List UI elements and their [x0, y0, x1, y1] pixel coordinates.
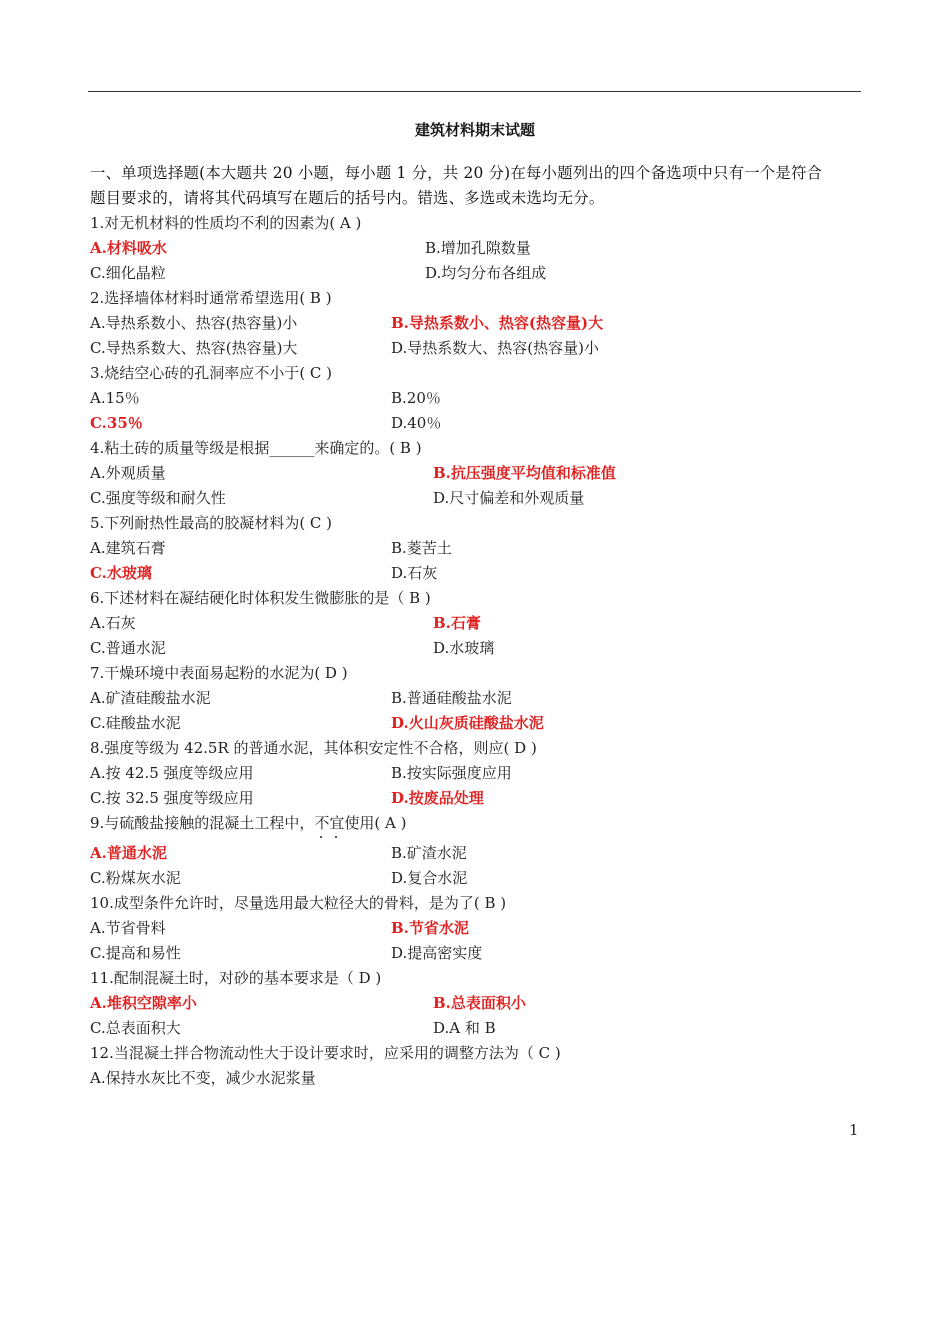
q7-option-a: A.矿渣硅酸盐水泥	[90, 689, 211, 707]
question-4-stem: 4.粘土砖的质量等级是根据______来确定的。( B )	[90, 439, 422, 457]
q5-option-c: C.水玻璃	[90, 564, 152, 582]
q2-option-d: D.导热系数大、热容(热容量)小	[391, 339, 599, 357]
q9-stem-prefix: 9.与硫酸盐接触的混凝土工程中，	[90, 814, 315, 832]
question-1-stem: 1.对无机材料的性质均不利的因素为( A )	[90, 214, 362, 232]
q4-option-a: A.外观质量	[90, 464, 166, 482]
q11-option-c: C.总表面积大	[90, 1019, 181, 1037]
q1-option-b: B.增加孔隙数量	[425, 239, 531, 257]
q12-option-a: A.保持水灰比不变，减少水泥浆量	[90, 1069, 316, 1087]
q8-option-a: A.按 42.5 强度等级应用	[90, 764, 254, 782]
q4-option-c: C.强度等级和耐久性	[90, 489, 226, 507]
q4-option-d: D.尺寸偏差和外观质量	[433, 489, 585, 507]
page-number: 1	[849, 1121, 859, 1139]
q1-option-a: A.材料吸水	[90, 239, 167, 257]
q3-option-c: C.35％	[90, 414, 143, 432]
emphasis-dot	[335, 836, 337, 838]
q1-option-c: C.细化晶粒	[90, 264, 166, 282]
q9-option-b: B.矿渣水泥	[391, 844, 467, 862]
q6-option-d: D.水玻璃	[433, 639, 495, 657]
q11-option-d: D.A 和 B	[433, 1019, 496, 1037]
q9-emphasis-text: 不宜	[314, 814, 345, 832]
q3-option-a: A.15％	[90, 389, 140, 407]
instructions-line-1: 一、单项选择题(本大题共 20 小题，每小题 1 分，共 20 分)在每小题列出的四个备选项中只有一个是符合	[90, 164, 823, 182]
q7-option-d: D.火山灰质硅酸盐水泥	[391, 714, 544, 732]
q10-option-d: D.提高密实度	[391, 944, 483, 962]
q7-option-c: C.硅酸盐水泥	[90, 714, 181, 732]
q2-option-c: C.导热系数大、热容(热容量)大	[90, 339, 298, 357]
question-12-stem: 12.当混凝土拌合物流动性大于设计要求时，应采用的调整方法为（ C )	[90, 1044, 561, 1062]
q11-option-b: B.总表面积小	[433, 994, 526, 1012]
question-10-stem: 10.成型条件允许时，尽量选用最大粒径大的骨料，是为了( B )	[90, 894, 507, 912]
q9-stem-suffix: 使用( A )	[344, 814, 407, 832]
q11-option-a: A.堆积空隙率小	[90, 994, 197, 1012]
q10-option-b: B.节省水泥	[391, 919, 469, 937]
q5-option-d: D.石灰	[391, 564, 438, 582]
q10-option-a: A.节省骨料	[90, 919, 166, 937]
q5-option-a: A.建筑石膏	[90, 539, 166, 557]
q2-option-a: A.导热系数小、热容(热容量)小	[90, 314, 298, 332]
question-7-stem: 7.干燥环境中表面易起粉的水泥为( D )	[90, 664, 348, 682]
q3-option-d: D.40％	[391, 414, 442, 432]
q9-option-d: D.复合水泥	[391, 869, 468, 887]
q7-option-b: B.普通硅酸盐水泥	[391, 689, 512, 707]
question-2-stem: 2.选择墙体材料时通常希望选用( B )	[90, 289, 332, 307]
q1-option-d: D.均匀分布各组成	[425, 264, 547, 282]
question-5-stem: 5.下列耐热性最高的胶凝材料为( C )	[90, 514, 333, 532]
q4-option-b: B.抗压强度平均值和标准值	[433, 464, 616, 482]
question-6-stem: 6.下述材料在凝结硬化时体积发生微膨胀的是（ B )	[90, 589, 431, 607]
q8-option-b: B.按实际强度应用	[391, 764, 512, 782]
q6-option-b: B.石膏	[433, 614, 481, 632]
q3-option-b: B.20％	[391, 389, 441, 407]
q6-option-a: A.石灰	[90, 614, 136, 632]
question-11-stem: 11.配制混凝土时，对砂的基本要求是（ D )	[90, 969, 382, 987]
header-rule	[88, 91, 861, 92]
question-3-stem: 3.烧结空心砖的孔洞率应不小于( C )	[90, 364, 333, 382]
page-title: 建筑材料期末试题	[414, 121, 535, 139]
q10-option-c: C.提高和易性	[90, 944, 181, 962]
q9-option-c: C.粉煤灰水泥	[90, 869, 181, 887]
q9-emphasis	[314, 814, 344, 832]
question-9-stem	[90, 813, 406, 833]
instructions-line-2: 题目要求的，请将其代码填写在题后的括号内。错选、多选或未选均无分。	[90, 189, 605, 207]
q2-option-b: B.导热系数小、热容(热容量)大	[391, 314, 604, 332]
q8-option-c: C.按 32.5 强度等级应用	[90, 789, 254, 807]
q9-option-a: A.普通水泥	[90, 844, 167, 862]
emphasis-dot	[320, 836, 322, 838]
q8-option-d: D.按废品处理	[391, 789, 484, 807]
q6-option-c: C.普通水泥	[90, 639, 166, 657]
q5-option-b: B.菱苦土	[391, 539, 452, 557]
question-8-stem: 8.强度等级为 42.5R 的普通水泥，其体积安定性不合格，则应( D )	[90, 739, 537, 757]
